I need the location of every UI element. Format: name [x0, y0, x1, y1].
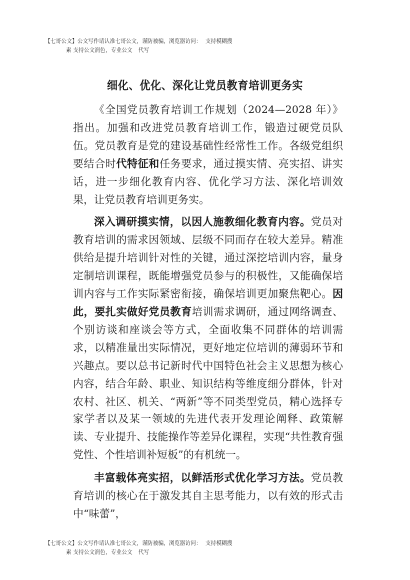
footer-ad-line1-a: 【七哥公文】公文写作请认准七哥公文，谨防被骗，浏览器访问：: [45, 541, 202, 547]
section2-paragraph: [73, 470, 343, 524]
section1-text-a: 党员对教育培训的需求因领域、层级不同而存在较大差异。精准供给是提升培训针对性的关键，通过深挖培训内容，量身定制培训课程，既能增强党员参与的积极性，又能确保培训内容与工作实际紧密衔接，确保培训更加聚焦靶心。: [73, 216, 344, 301]
header-ad-line1-a: 【七哥公文】公文写作请认准七哥公文，谨防被骗，浏览器访问：: [45, 39, 202, 45]
intro-bold: 代特征和: [116, 157, 160, 170]
intro-tail: 任务要求，通过摸实情、亮实招、讲实话，进一步细化教育内容、优化学习方法、深化培训效果，让党员教育培训更务实。: [73, 157, 343, 206]
section2-heading: 丰富载体亮实招，以鲜活形式优化学习方法。: [94, 472, 311, 485]
section1-paragraph: [73, 214, 343, 465]
section1-heading: 深入调研摸实情，以因人施教细化教育内容。: [94, 216, 311, 229]
document-title: 细化、优化、深化让党员教育培训更务实: [106, 80, 304, 92]
section1-text-b: 培训需求调研，通过网络调查、个别访谈和座谈会等方式，全面收集不同群体的培训需求，以精准量出实际情况，更好地定位培训的薄弱环节和兴趣点。要以总书记新时代中国特色社会主义思想为核心内容，结合年龄、职业、知识结构等维度细分群体，针对农村、社区、机关、“两新”等不同类型党员，精心选择专家学者以及某一领域的先进代表开发理论阐释、政策解读、专业提升、技能操作等差异化课程，实现“共性教育强党性、个性培训补短板”的有机统一。: [73, 305, 343, 462]
header-ad-line2-b: 代写: [138, 48, 150, 54]
header-ad-line2-a: 素 支持公文润色，专业公文: [66, 48, 133, 54]
section1-bold-mid: 因此，要扎实做好党员教育: [73, 288, 343, 318]
footer-ad-line1-b: 支持模糊搜: [205, 541, 233, 547]
header-ad-line1-b: 支持模糊搜: [205, 39, 233, 45]
document-body: [73, 102, 343, 524]
section2-text: 党员教育培训的核心在于激发其自主思考能力，以有效的形式击中“味蕾”，: [73, 472, 344, 520]
header-watermark: [45, 38, 375, 56]
footer-watermark: [45, 540, 375, 558]
intro-paragraph: [73, 102, 343, 209]
intro-text: 《全国党员教育培训工作规划（2024—2028 年）》指出。加强和改进党员教育培训工作，锻造过硬党员队伍。党员教育是党的建设基础性经常性工作。各级党组织要结合时: [73, 104, 343, 170]
footer-ad-line2-a: 素 支持公文润色，专业公文: [66, 550, 133, 556]
footer-ad-line2-b: 代写: [138, 550, 150, 556]
